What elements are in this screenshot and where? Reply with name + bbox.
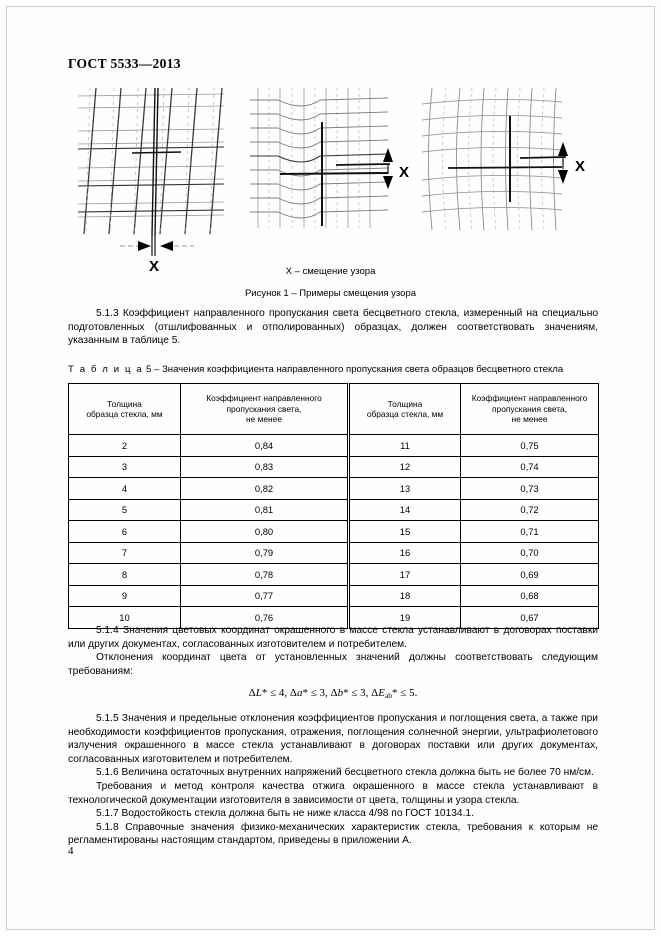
formula-sep3: ≤ 3, [348,687,372,700]
table-row [69,564,599,586]
table-row [69,478,599,500]
header-coefficient-right [461,384,599,435]
figure-1c-curved-pattern [420,86,595,274]
table-cell: 9 [69,585,181,607]
formula-dE: $\Delta E_{ab}*$ [371,687,398,701]
formula-sep2: ≤ 3, [307,687,331,700]
paragraph-5-1-7: 5.1.7 Водостойкость стекла должна быть не ниже класса 4/98 по ГОСТ 10134.1. [96,808,474,820]
table-row [69,521,599,543]
table-body [69,435,599,629]
table-caption-label: Т а б л и ц а [68,364,144,375]
table-cell: 7 [69,542,181,564]
table-cell: 17 [349,564,461,586]
table-5-wrapper [68,383,598,629]
dimension-arrow-horizontal [120,236,194,256]
header-line: пропускания света, [226,403,302,414]
header-line: Коэффициент направленного [206,393,322,404]
table-cell: 0,72 [461,499,599,521]
table-cell: 14 [349,499,461,521]
color-deviation-formula [68,687,598,703]
table-cell: 4 [69,478,181,500]
table-cell: 0,83 [181,456,349,478]
table-cell: 0,78 [181,564,349,586]
table-cell: 0,77 [181,585,349,607]
figure-legend: X – смещение узора [285,266,376,277]
table-cell: 0,80 [181,521,349,543]
table-cell: 2 [69,435,181,457]
table-cell: 0,74 [461,456,599,478]
header-line: Толщина [387,398,423,409]
header-line: Коэффициент направленного [471,393,588,404]
paragraph-5-1-8: 5.1.8 Справочные значения физико-механических характеристик стекла, требования к которым не регламентированы настоящим стандартом, приведены в приложении А. [68,821,598,847]
header-line: Толщина [107,398,142,409]
table-cell: 18 [349,585,461,607]
table-cell: 0,71 [461,521,599,543]
header-coefficient-left [181,384,349,435]
paragraph-5-1-6: 5.1.6 Величина остаточных внутренних напряжений бесцветного стекла должна быть не более 70 нм/см. [96,767,594,779]
table-cell: 0,84 [181,435,349,457]
paragraph-5-1-4-b: Отклонения координат цвета от установленных значений должны соответствовать следующим требованиям: [68,652,598,677]
table-cell: 13 [349,478,461,500]
table-row [69,499,599,521]
page-number: 4 [68,845,74,857]
table-cell: 8 [69,564,181,586]
table-cell: 10 [69,607,181,629]
table-cell: 15 [349,521,461,543]
table-row [69,435,599,457]
table-cell: 0,82 [181,478,349,500]
header-thickness-left [69,384,181,435]
table-cell: 0,79 [181,542,349,564]
table-header-row [69,384,599,435]
formula-db: Δb* [330,687,349,700]
table-row [69,542,599,564]
header-line: не менее [511,414,548,425]
table-cell: 0,69 [461,564,599,586]
table-cell: 0,76 [181,607,349,629]
table-5 [68,383,599,629]
table-cell: 0,70 [461,542,599,564]
table-row [69,585,599,607]
formula-dL: ΔL* [248,687,268,700]
paragraph-5-1-4: 5.1.4 Значения цветовых координат окрашенного в массе стекла устанавливают в договорах поставки или других документах, согласованных изготовителем и потребителем. [68,625,598,650]
paragraph-5-1-3: 5.1.3 Коэффициент направленного пропускания света бесцветного стекла, измеренный на специально подготовленных (отшлифованных и отполированных) образцах, должен соответствовать значениям, указанным в таблице 5. [68,308,598,347]
header-line: образца стекла, мм [86,409,163,419]
table-cell: 3 [69,456,181,478]
formula-sep1: ≤ 4, [267,687,290,700]
header-line: пропускания света, [492,403,567,414]
table-cell: 11 [349,435,461,457]
header-thickness-right [349,384,461,435]
svg-text:X: X [398,164,410,181]
svg-text:X: X [574,158,586,175]
header-line: не менее [246,414,282,425]
figure-caption: Рисунок 1 – Примеры смещения узора [244,288,417,299]
table-caption-number: 5 [145,364,152,375]
table-cell: 0,67 [461,607,599,629]
table-cell: 0,73 [461,478,599,500]
svg-text:X: X [148,258,160,274]
header-line: образца стекла, мм [366,409,444,419]
table-caption-text: – Значения коэффициента направленного пропускания света образцов бесцветного стекла [153,364,564,375]
table-cell: 0,68 [461,585,599,607]
figure-1b-cross-pattern [248,86,418,274]
table-cell: 16 [349,542,461,564]
formula-da: Δa* [289,687,308,700]
text-block-after-table [68,624,598,848]
table-cell: 5 [69,499,181,521]
table-cell: 19 [349,607,461,629]
formula-sep4: ≤ 5. [397,687,418,700]
paragraph-5-1-5: 5.1.5 Значения и предельные отклонения коэффициентов пропускания и поглощения света, а также при необходимости коэффициентов пропускания, отражения, поглощения солнечной энергии, ультрафиолетового излучения окрашенного в массе стекла устанавливают в договорах поставки или других документах, согласованных изготовителем и потребителем. [68,712,598,765]
figure-1a-slanted-pattern [76,86,226,274]
text-block-before-table [68,307,598,348]
table-cell: 6 [69,521,181,543]
standard-number-header: ГОСТ 5533—2013 [68,56,181,71]
table-row [69,456,599,478]
table-cell: 0,75 [461,435,599,457]
paragraph-5-1-6-b: Требования и метод контроля качества отжига окрашенного в массе стекла устанавливают в технологической документации изготовителя в зависимости от цвета, толщины и узора стекла. [68,780,598,806]
table-cell: 0,81 [181,499,349,521]
table-5-caption [68,364,563,375]
table-cell: 12 [349,456,461,478]
